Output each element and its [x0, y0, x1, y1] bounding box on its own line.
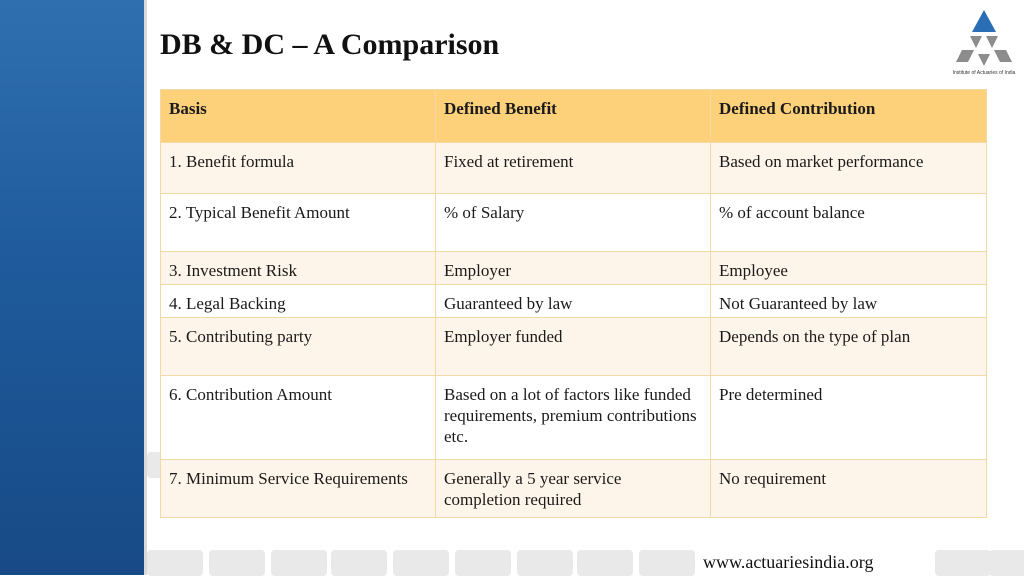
cell-dc: Based on market performance	[711, 143, 987, 194]
cell-dc: Pre determined	[711, 376, 987, 460]
table-row	[161, 194, 987, 252]
logo-caption: Institute of Actuaries of India	[952, 70, 1016, 76]
cell-dc: Not Guaranteed by law	[711, 285, 987, 318]
cell-basis: 1. Benefit formula	[161, 143, 436, 194]
cell-db: Employer	[436, 252, 711, 285]
header-basis: Basis	[161, 90, 436, 143]
footer-website-url: www.actuariesindia.org	[703, 552, 874, 572]
comparison-table	[160, 89, 987, 518]
header-defined-benefit: Defined Benefit	[436, 90, 711, 143]
table-row	[161, 252, 987, 285]
cell-basis: 5. Contributing party	[161, 318, 436, 376]
cell-basis: 3. Investment Risk	[161, 252, 436, 285]
cell-db: Employer funded	[436, 318, 711, 376]
cell-basis: 6. Contribution Amount	[161, 376, 436, 460]
table-row	[161, 285, 987, 318]
cell-db: Based on a lot of factors like funded requirements, premium contributions etc.	[436, 376, 711, 460]
cell-dc: Depends on the type of plan	[711, 318, 987, 376]
table-row	[161, 143, 987, 194]
cell-dc: No requirement	[711, 460, 987, 518]
cell-dc: % of account balance	[711, 194, 987, 252]
cell-basis: 4. Legal Backing	[161, 285, 436, 318]
cell-db: Generally a 5 year service completion required	[436, 460, 711, 518]
slide-title: DB & DC – A Comparison	[160, 28, 500, 61]
table-row	[161, 318, 987, 376]
table-row	[161, 460, 987, 518]
cell-basis: 2. Typical Benefit Amount	[161, 194, 436, 252]
cell-db: % of Salary	[436, 194, 711, 252]
table-row	[161, 376, 987, 460]
cell-basis: 7. Minimum Service Requirements	[161, 460, 436, 518]
left-blue-band	[0, 0, 147, 575]
header-defined-contribution: Defined Contribution	[711, 90, 987, 143]
cell-dc: Employee	[711, 252, 987, 285]
cell-db: Fixed at retirement	[436, 143, 711, 194]
cell-db: Guaranteed by law	[436, 285, 711, 318]
table-header-row	[161, 90, 987, 143]
